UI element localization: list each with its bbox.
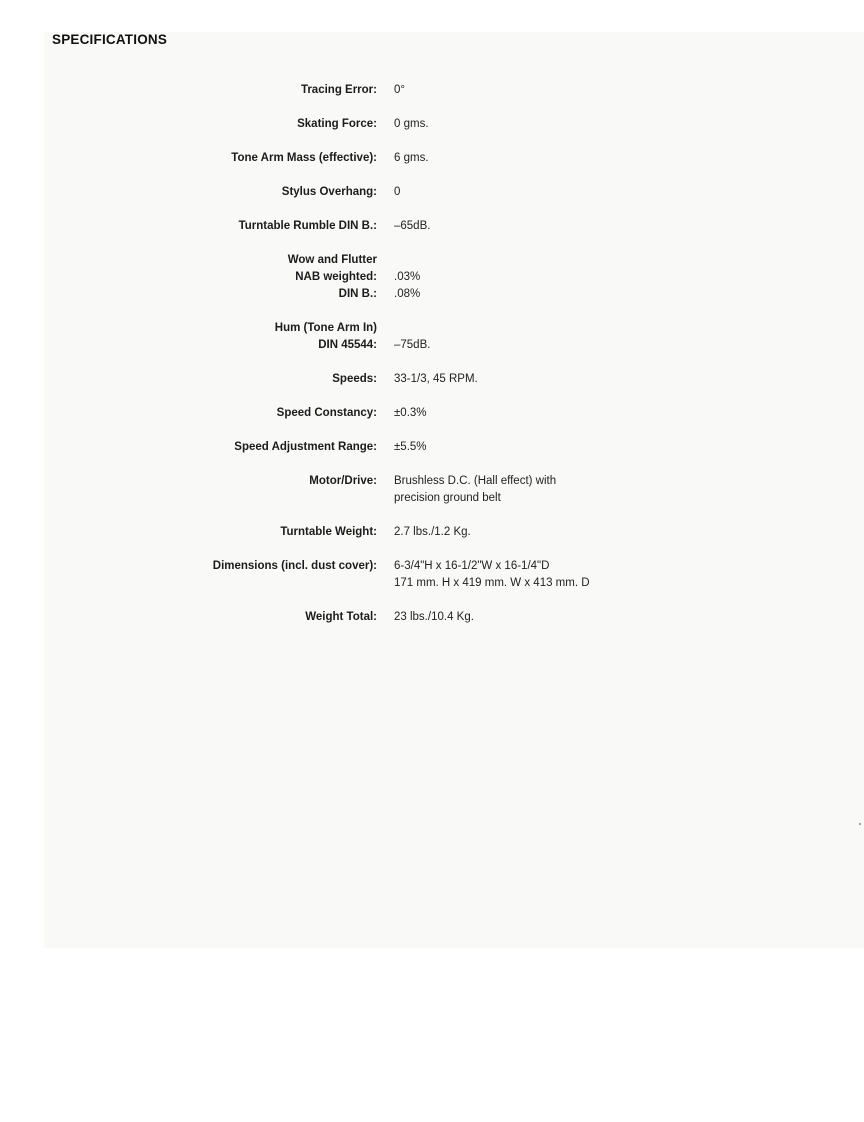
spec-label-line: DIN 45544: — [318, 339, 377, 351]
spec-label-line: Stylus Overhang: — [281, 186, 377, 198]
spec-label — [0, 371, 394, 388]
spec-row — [0, 82, 864, 99]
spec-value-line: ±0.3% — [394, 407, 427, 419]
spec-value-line: 6-3/4"H x 16-1/2"W x 16-1/4"D — [394, 560, 550, 572]
spec-label — [0, 184, 394, 201]
spec-label-line: Speeds: — [332, 373, 377, 385]
spec-row — [0, 371, 864, 388]
spec-value-line: Brushless D.C. (Hall effect) with — [394, 475, 557, 487]
spec-label-line: DIN B.: — [338, 288, 377, 300]
spec-label-line: Speed Adjustment Range: — [234, 441, 377, 453]
spec-value — [394, 609, 864, 626]
spec-label — [0, 473, 394, 507]
spec-label-line: Dimensions (incl. dust cover): — [212, 560, 377, 572]
spec-label-line: Wow and Flutter — [287, 254, 377, 266]
spec-label-line: Tone Arm Mass (effective): — [231, 152, 377, 164]
spec-value-line: 2.7 lbs./1.2 Kg. — [394, 526, 471, 538]
spec-label — [0, 558, 394, 592]
spec-value-line: 33-1/3, 45 RPM. — [394, 373, 478, 385]
spec-value-line: precision ground belt — [394, 492, 501, 504]
spec-label — [0, 320, 394, 354]
spec-value-line: .08% — [394, 288, 421, 300]
spec-label — [0, 609, 394, 626]
spec-label-line: Motor/Drive: — [309, 475, 377, 487]
spec-value-line: .03% — [394, 271, 421, 283]
spec-value — [394, 473, 864, 507]
spec-value — [394, 439, 864, 456]
spec-value-line — [394, 320, 864, 337]
spec-value — [394, 252, 864, 303]
specifications-list — [0, 82, 864, 643]
spec-value — [394, 150, 864, 167]
spec-label-line: Hum (Tone Arm In) — [274, 322, 377, 334]
spec-row — [0, 473, 864, 507]
spec-value-line: –75dB. — [394, 339, 431, 351]
spec-label — [0, 116, 394, 133]
spec-value-line: 171 mm. H x 419 mm. W x 413 mm. D — [394, 577, 590, 589]
spec-label-line: Weight Total: — [305, 611, 377, 623]
spec-label — [0, 252, 394, 303]
spec-label — [0, 439, 394, 456]
scan-speck — [859, 823, 861, 825]
spec-value — [394, 116, 864, 133]
spec-value — [394, 218, 864, 235]
spec-value — [394, 558, 864, 592]
spec-label — [0, 405, 394, 422]
spec-value — [394, 405, 864, 422]
spec-value — [394, 320, 864, 354]
spec-value-line: 6 gms. — [394, 152, 429, 164]
spec-value — [394, 82, 864, 99]
spec-value-line: 0 — [394, 186, 401, 198]
spec-label — [0, 218, 394, 235]
spec-row — [0, 252, 864, 303]
spec-row — [0, 609, 864, 626]
spec-value-line — [394, 252, 864, 269]
spec-row — [0, 405, 864, 422]
spec-label-line: Turntable Weight: — [280, 526, 377, 538]
spec-value-line: –65dB. — [394, 220, 431, 232]
spec-label-line: Skating Force: — [297, 118, 377, 130]
spec-value-line: 0 gms. — [394, 118, 429, 130]
spec-row — [0, 150, 864, 167]
page-title: SPECIFICATIONS — [52, 32, 168, 47]
spec-row — [0, 320, 864, 354]
spec-value-line: 23 lbs./10.4 Kg. — [394, 611, 474, 623]
spec-label-line: Speed Constancy: — [276, 407, 377, 419]
spec-label-line: Tracing Error: — [300, 84, 377, 96]
spec-value — [394, 184, 864, 201]
spec-label — [0, 150, 394, 167]
spec-label — [0, 524, 394, 541]
spec-label-line: Turntable Rumble DIN B.: — [238, 220, 377, 232]
spec-row — [0, 558, 864, 592]
spec-value — [394, 371, 864, 388]
spec-row — [0, 439, 864, 456]
spec-label — [0, 82, 394, 99]
spec-value — [394, 524, 864, 541]
spec-row — [0, 524, 864, 541]
spec-row — [0, 218, 864, 235]
spec-label-line: NAB weighted: — [295, 271, 377, 283]
spec-value-line: ±5.5% — [394, 441, 427, 453]
spec-row — [0, 184, 864, 201]
spec-row — [0, 116, 864, 133]
spec-value-line: 0° — [394, 84, 405, 96]
